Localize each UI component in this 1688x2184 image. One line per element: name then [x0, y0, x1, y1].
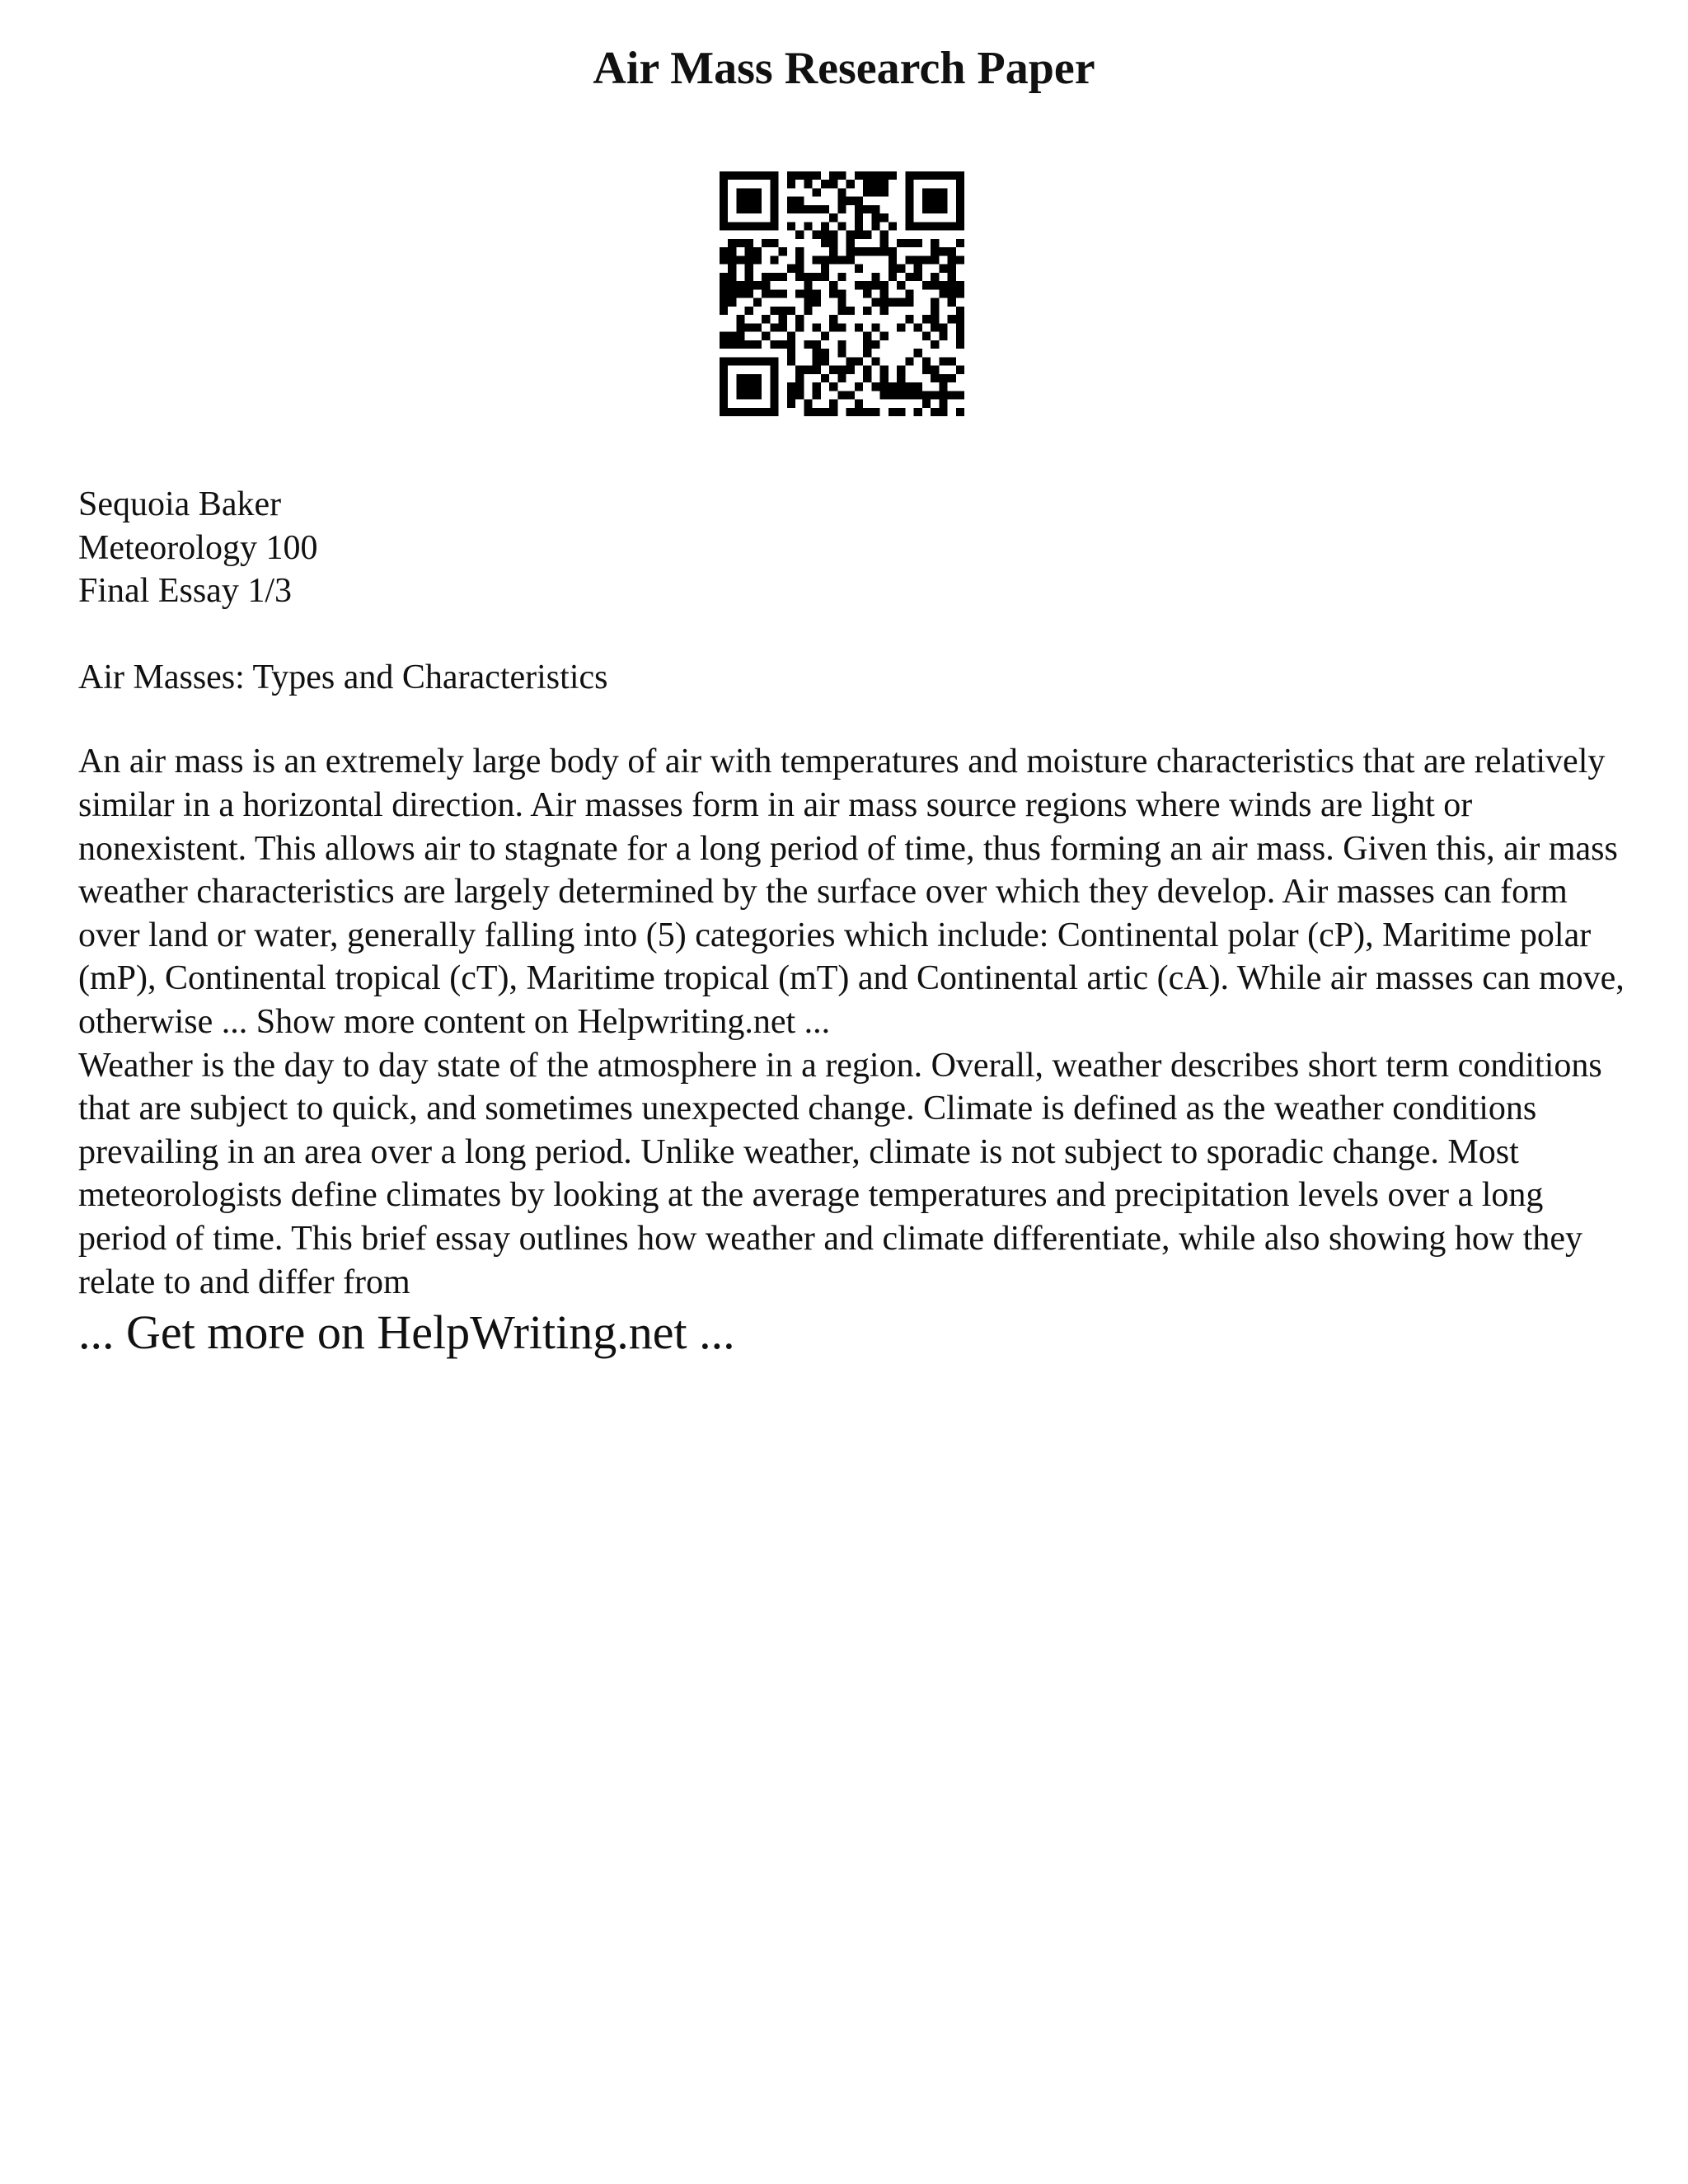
document-body [78, 483, 1636, 1361]
author-name: Sequoia Baker [78, 485, 282, 523]
get-more-link[interactable]: ... Get more on HelpWriting.net ... [78, 1305, 735, 1360]
paragraph-1: An air mass is an extremely large body of air with temperatures and moisture characteristics that are relatively similar in a horizontal direction. Air masses form in air mass source regions where winds are light or nonexistent. This allows air to stagnate for a long period of time, thus forming an air mass. Given this, air mass weather characteristics are largely determined by the surface over which they develop. Air masses can form over land or water, generally falling into (5) categories which include: Continental polar (cP), Maritime polar (mP), Continental tropical (cT), Maritime tropical (mT) and Continental artic (cA). While air masses can move, otherwise ... Show more content on Helpwriting.net ... [78, 743, 1625, 1041]
paragraph-2: Weather is the day to day state of the atmosphere in a region. Overall, weather describes short term conditions that are subject to quick, and sometimes unexpected change. Climate is defined as the weather conditions prevailing in an area over a long period. Unlike weather, climate is not subject to sporadic change. Most meteorologists define climates by looking at the average temperatures and precipitation levels over a long period of time. This brief essay outlines how weather and climate differentiate, while also showing how they relate to and differ from [78, 1046, 1602, 1301]
assignment-label: Final Essay 1/3 [78, 572, 292, 611]
course-name: Meteorology 100 [78, 528, 318, 567]
page-title: Air Mass Research Paper [593, 43, 1095, 94]
qr-code-icon [720, 171, 964, 416]
essay-title: Air Masses: Types and Characteristics [78, 658, 608, 696]
